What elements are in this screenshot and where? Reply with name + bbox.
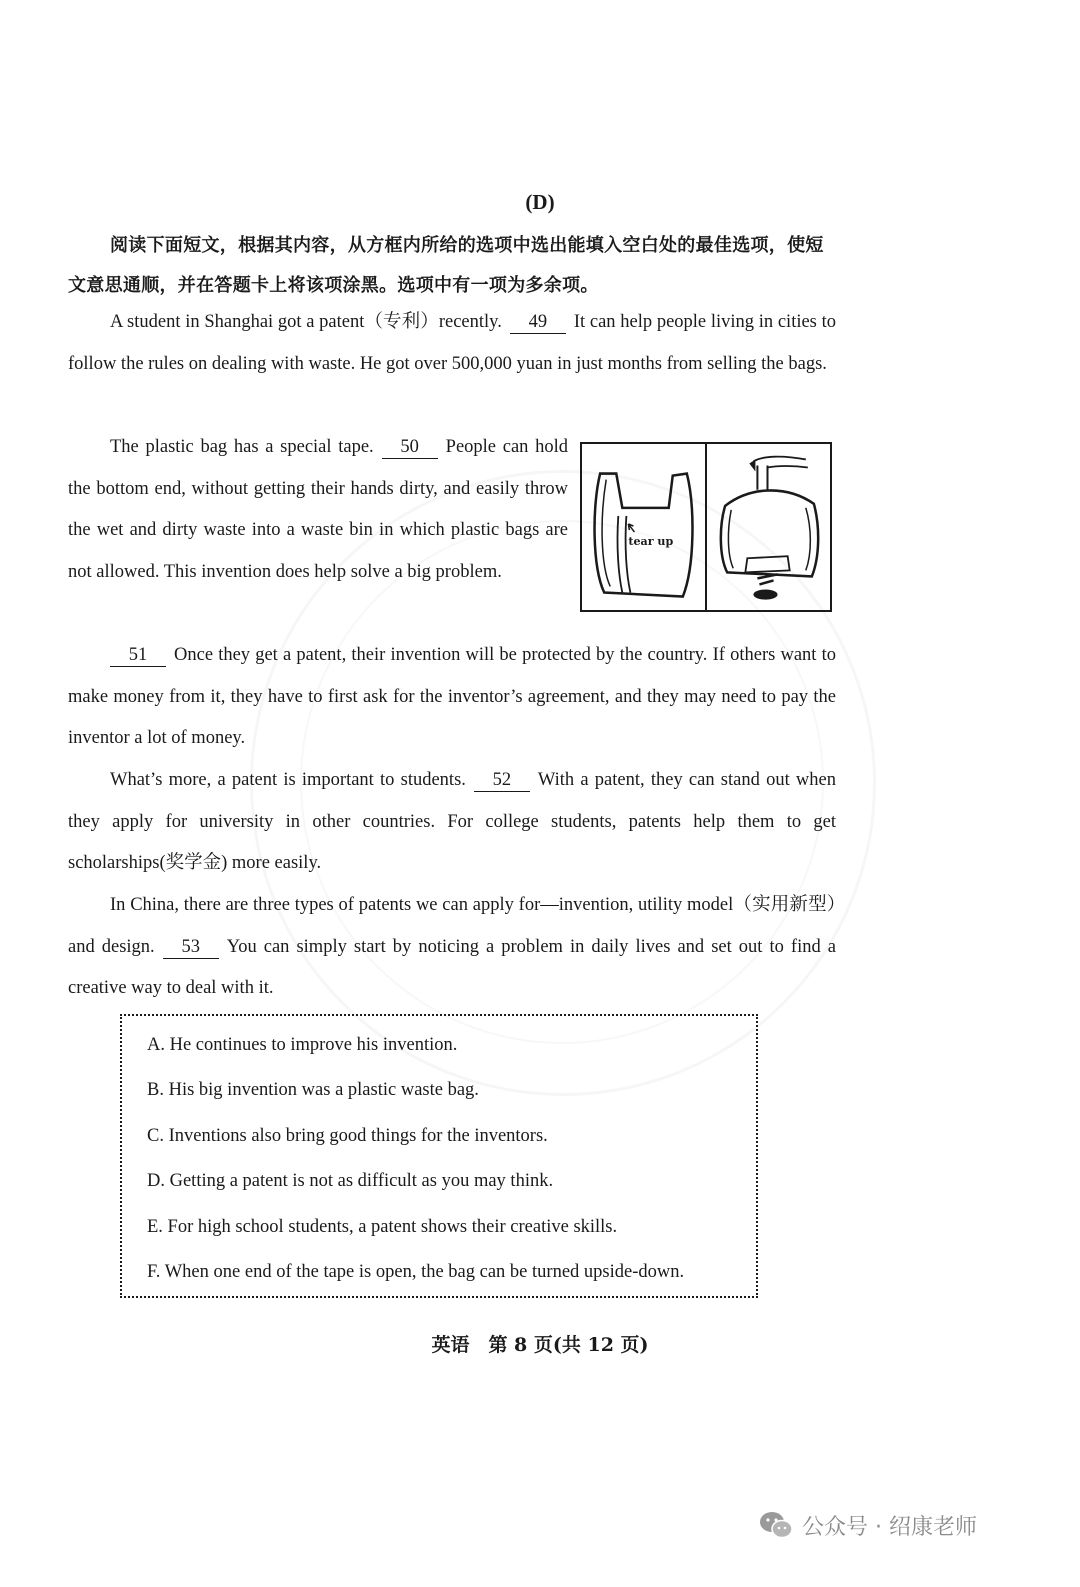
option-b: B. His big invention was a plastic waste bag. xyxy=(147,1080,479,1100)
blank-49: 49 xyxy=(510,311,566,334)
blank-51: 51 xyxy=(110,644,166,667)
section-title: (D) xyxy=(525,190,555,214)
paragraph-1-before: A student in Shanghai got a patent（专利）recently. xyxy=(110,312,502,332)
option-c: C. Inventions also bring good things for the inventors. xyxy=(147,1126,548,1146)
paragraph-3-after: Once they get a patent, their invention will be protected by the country. If others want to make money from it, they have to first ask for the inventor’s agreement, and they may need to pay the inventor a lot of money. xyxy=(68,645,836,748)
option-a: A. He continues to improve his invention. xyxy=(147,1035,458,1055)
paragraph-1-after: It can help people living in cities to follow the rules on dealing with waste. He got over 500,000 yuan in just months from selling the bags. xyxy=(68,312,836,374)
paragraph-2 xyxy=(68,427,568,593)
paragraph-3 xyxy=(68,635,836,760)
figure-panel-upside-down xyxy=(705,444,830,610)
paragraph-5 xyxy=(68,885,836,1010)
bag-drawing xyxy=(582,444,705,610)
blank-52: 52 xyxy=(474,769,530,792)
options-box xyxy=(120,1014,758,1298)
paragraph-4 xyxy=(68,760,836,885)
paragraph-1 xyxy=(68,302,836,385)
paragraph-2-before: The plastic bag has a special tape. xyxy=(110,437,374,457)
plastic-bag-illustration xyxy=(580,442,832,612)
upside-down-bag-drawing xyxy=(707,444,830,610)
instruction-text: 阅读下面短文，根据其内容，从方框内所给的选项中选出能填入空白处的最佳选项，使短文意思通顺，并在答题卡上将该项涂黑。选项中有一项为多余项。 xyxy=(68,235,824,296)
paragraph-5-before: In China, there are three types of patents we can apply for—invention, utility model（实用新型）and design. xyxy=(68,895,836,957)
page-footer: 英语 第 8 页(共 12 页) xyxy=(431,1334,649,1356)
watermark-text: 公众号 · 绍康老师 xyxy=(802,1514,977,1540)
blank-53: 53 xyxy=(163,936,219,959)
option-d: D. Getting a patent is not as difficult as you may think. xyxy=(147,1171,554,1191)
tear-up-label: tear up xyxy=(628,535,674,549)
option-f: F. When one end of the tape is open, the bag can be turned upside-down. xyxy=(147,1262,685,1282)
wechat-watermark xyxy=(758,1505,977,1545)
paragraph-4-before: What’s more, a patent is important to students. xyxy=(110,770,466,790)
paragraph-5-after: You can simply start by noticing a problem in daily lives and set out to find a creative way to deal with it. xyxy=(68,936,836,998)
figure-panel-bag xyxy=(582,444,705,610)
option-e: E. For high school students, a patent shows their creative skills. xyxy=(147,1217,618,1237)
blank-50: 50 xyxy=(382,436,438,459)
paragraph-4-after: With a patent, they can stand out when they apply for university in other countries. For college students, patents help them to get scholarships(奖学金) more easily. xyxy=(68,770,836,873)
paragraph-2-after: People can hold the bottom end, without getting their hands dirty, and easily throw the wet and dirty waste into a waste bin in which plastic bags are not allowed. This invention does help solve a big problem. xyxy=(68,437,568,582)
wechat-icon xyxy=(758,1510,794,1540)
